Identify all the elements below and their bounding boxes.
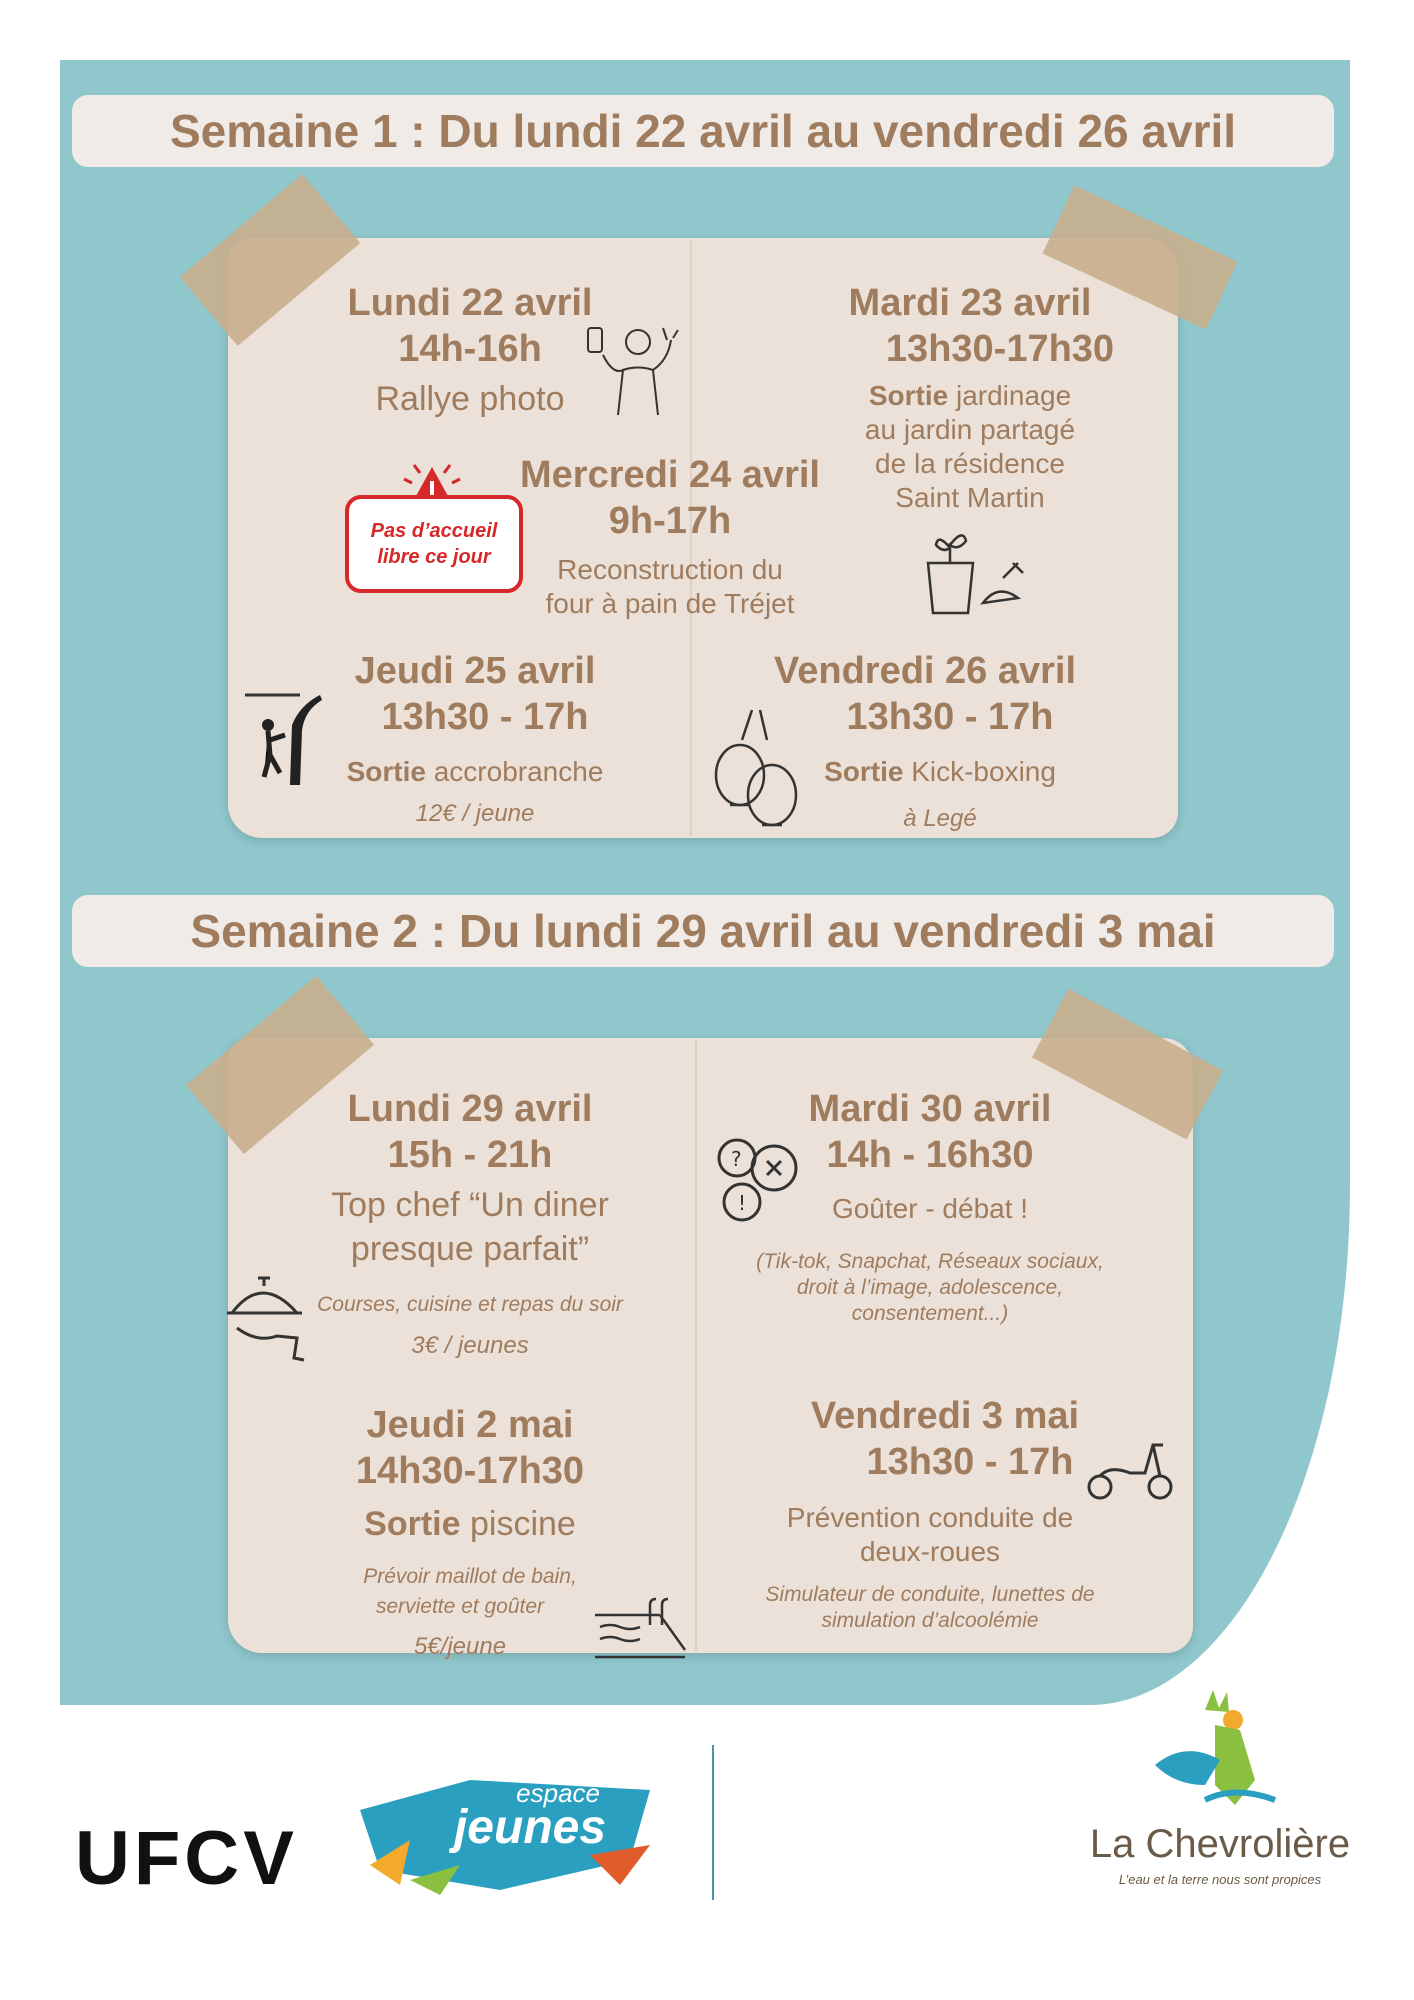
svg-text:?: ?: [731, 1147, 742, 1171]
selfie-icon: [578, 320, 688, 420]
w2-mon-act1: Top chef “Un diner: [331, 1186, 609, 1224]
svg-text:!: !: [738, 1191, 747, 1215]
w1-mon-activity: Rallye photo: [375, 380, 565, 418]
la-chevroliere-name: La Chevrolière: [1089, 1822, 1351, 1866]
w1-thu-bold: Sortie: [346, 756, 426, 787]
tree-climbing-icon: [238, 685, 328, 785]
w1-mon-time: 14h-16h: [398, 328, 542, 370]
w2-mon-price: 3€ / jeunes: [411, 1332, 529, 1359]
w1-fri-day: Vendredi 26 avril: [773, 650, 1077, 692]
w1-thu-act: accrobranche: [433, 756, 604, 787]
w2-thu-activity: [300, 1505, 640, 1544]
w2-fri-act1: Prévention conduite de: [786, 1502, 1074, 1533]
espace-jeunes-line2: jeunes: [453, 1801, 607, 1854]
w2-thu-bold: Sortie: [364, 1505, 461, 1543]
w2-mon-act2: presque parfait”: [350, 1230, 590, 1268]
la-chevroliere-tagline: L’eau et la terre nous sont propices: [1118, 1872, 1322, 1887]
w1-fri-place: à Legé: [903, 805, 977, 832]
swimming-pool-icon: [590, 1595, 690, 1665]
w2-tue-time: 14h - 16h30: [826, 1134, 1034, 1176]
w1-tue-activity-line1: [810, 380, 1130, 412]
la-chevroliere-emblem: [1145, 1690, 1295, 1815]
w1-fri-activity: [775, 756, 1105, 788]
gardening-icon: [915, 520, 1030, 620]
w1-tue-bold: Sortie: [868, 380, 949, 411]
no-drop-in-badge: [345, 495, 523, 593]
w1-wed-time: 9h-17h: [608, 500, 732, 542]
w1-wed-act2: four à pain de Tréjet: [545, 588, 795, 619]
w1-wed-day: Mercredi 24 avril: [520, 454, 820, 496]
w1-fri-bold: Sortie: [824, 756, 904, 787]
w2-thu-note1: Prévoir maillot de bain,: [363, 1565, 577, 1588]
w2-thu-act: piscine: [469, 1505, 576, 1543]
w2-thu-price: 5€/jeune: [413, 1633, 507, 1660]
w2-fri-act2: deux-roues: [859, 1536, 1001, 1567]
week1-title: Semaine 1 : Du lundi 22 avril au vendredi 26 avril: [72, 95, 1334, 167]
w2-fri-time: 13h30 - 17h: [866, 1441, 1074, 1483]
w1-thu-activity: [310, 756, 640, 788]
w2-tue-note1: (Tik-tok, Snapchat, Réseaux sociaux,: [756, 1250, 1104, 1273]
w1-tue-act4: Saint Martin: [895, 482, 1045, 513]
w2-tue-activity: Goûter - débat !: [831, 1193, 1029, 1224]
w1-wed-act1: Reconstruction du: [557, 554, 783, 585]
w2-mon-note: Courses, cuisine et repas du soir: [317, 1293, 623, 1316]
w2-fri-note2: simulation d’alcoolémie: [821, 1609, 1039, 1632]
w2-fri-day: Vendredi 3 mai: [810, 1395, 1080, 1437]
scooter-icon: [1085, 1435, 1175, 1505]
w2-tue-note2: droit à l’image, adolescence,: [796, 1276, 1064, 1299]
w1-tue-act2: au jardin partagé: [864, 414, 1076, 445]
w1-fri-time: 13h30 - 17h: [846, 696, 1054, 738]
footer-divider: [712, 1745, 714, 1900]
w1-tue-act3: de la résidence: [875, 448, 1065, 479]
week2-paper-fold: [695, 1040, 698, 1651]
w2-mon-day: Lundi 29 avril: [347, 1088, 593, 1130]
food-tray-icon: [222, 1268, 322, 1363]
w1-thu-time: 13h30 - 17h: [381, 696, 589, 738]
espace-jeunes-line1: espace: [516, 1778, 600, 1808]
w1-mon-day: Lundi 22 avril: [347, 282, 593, 324]
w2-thu-note2: serviette et goûter: [375, 1595, 545, 1618]
week2-title: Semaine 2 : Du lundi 29 avril au vendredi 3 mai: [72, 895, 1334, 967]
w2-fri-note1: Simulateur de conduite, lunettes de: [765, 1583, 1095, 1606]
badge-line2: libre ce jour: [377, 546, 491, 568]
w1-fri-act: Kick-boxing: [911, 756, 1056, 787]
boxing-gloves-icon: [712, 710, 802, 840]
w2-tue-day: Mardi 30 avril: [808, 1088, 1052, 1130]
w1-tue-time: 13h30-17h30: [885, 328, 1115, 370]
w1-tue-act1: jardinage: [955, 380, 1072, 411]
w2-thu-day: Jeudi 2 mai: [366, 1404, 574, 1446]
speech-bubbles-icon: [712, 1130, 812, 1230]
w2-tue-note3: consentement...): [851, 1302, 1009, 1325]
ufcv-logo: UFCV: [75, 1816, 298, 1901]
badge-line1: Pas d’accueil: [370, 520, 498, 542]
w2-thu-time: 14h30-17h30: [355, 1450, 585, 1492]
w1-thu-price: 12€ / jeune: [415, 800, 535, 827]
w1-thu-day: Jeudi 25 avril: [354, 650, 596, 692]
w1-tue-day: Mardi 23 avril: [848, 282, 1092, 324]
w2-mon-time: 15h - 21h: [387, 1134, 553, 1176]
